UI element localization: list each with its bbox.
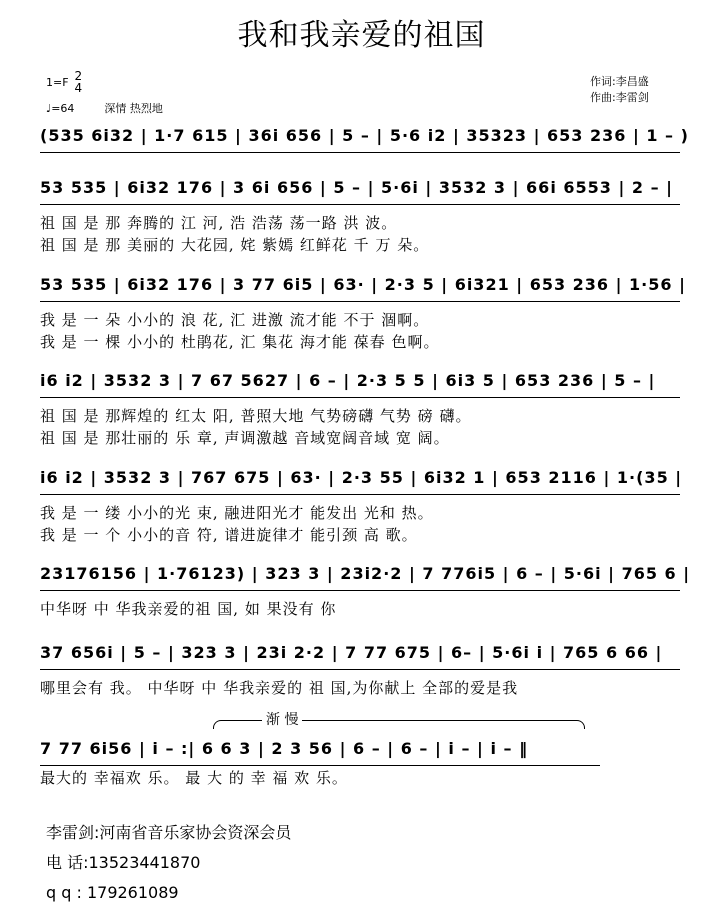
beam-line xyxy=(40,152,680,153)
lyric-verse-1: 哪里会有 我。 中华呀 中 华我亲爱的 祖 国,为你献上 全部的爱是我 xyxy=(40,679,519,697)
lyric-verse-1: 祖 国 是 那 奔腾的 江 河, 浩 浩荡 荡一路 洪 波。 xyxy=(40,214,398,232)
tempo-change-mark: 渐 慢 xyxy=(262,709,302,729)
tempo-mark: ♩=64 xyxy=(46,102,75,115)
phone-line: 电 话:13523441870 xyxy=(46,853,201,872)
beam-line xyxy=(40,204,680,205)
notation-line: i6 i2 | 3532 3 | 767 675 | 63· | 2·3 55 | 6i32 1 | 653 2116 | 1·(35 | xyxy=(40,468,683,487)
song-title: 我和我亲爱的祖国 xyxy=(237,18,486,53)
tempo-row xyxy=(46,100,163,116)
time-signature xyxy=(75,70,83,94)
expression-mark: 深情 热烈地 xyxy=(104,102,163,115)
lyric-verse-1: 祖 国 是 那辉煌的 红太 阳, 普照大地 气势磅礴 气势 磅 礴。 xyxy=(40,407,472,425)
lyric-verse-1: 中华呀 中 华我亲爱的祖 国, 如 果没有 你 xyxy=(40,600,337,618)
notation-line: 7 77 6i56 | i – :| 6 6 3 | 2 3 56 | 6 – | 6 – | i – | i – ‖ xyxy=(40,739,529,758)
lyric-verse-2: 祖 国 是 那 美丽的 大花园, 姹 紫嫣 红鲜花 千 万 朵。 xyxy=(40,236,430,254)
author-info xyxy=(46,818,291,908)
notation-line: (535 6i32 | 1·7 615 | 36i 656 | 5 – | 5·6 i2 | 35323 | 653 236 | 1 – ) xyxy=(40,126,689,145)
beam-line xyxy=(40,765,600,766)
notation-line: 53 535 | 6i32 176 | 3 6i 656 | 5 – | 5·6i | 3532 3 | 66i 6553 | 2 – | xyxy=(40,178,673,197)
lyric-verse-1: 我 是 一 朵 小小的 浪 花, 汇 进激 流才能 不于 涸啊。 xyxy=(40,311,430,329)
time-signature-top: 2 xyxy=(74,69,83,83)
beam-line xyxy=(40,301,680,302)
beam-line xyxy=(40,590,680,591)
notation-line: 37 656i | 5 – | 323 3 | 23i 2·2 | 7 77 675 | 6– | 5·6i i | 765 6 66 | xyxy=(40,643,663,662)
key-signature: 1=F xyxy=(46,75,69,89)
notation-line: i6 i2 | 3532 3 | 7 67 5627 | 6 – | 2·3 5 5 | 6i3 5 | 653 236 | 5 – | xyxy=(40,371,656,390)
credits xyxy=(590,74,649,106)
notation-line: 23176156 | 1·76123) | 323 3 | 23i2·2 | 7 776i5 | 6 – | 5·6i | 765 6 | xyxy=(40,564,690,583)
lyric-verse-2: 祖 国 是 那壮丽的 乐 章, 声调激越 音域宽阔音域 宽 阔。 xyxy=(40,429,450,447)
notation-line: 53 535 | 6i32 176 | 3 77 6i5 | 63· | 2·3 5 | 6i321 | 653 236 | 1·56 | xyxy=(40,275,686,294)
score-meta xyxy=(46,70,163,116)
lyric-verse-1: 最大的 幸福欢 乐。 最 大 的 幸 福 欢 乐。 xyxy=(40,769,348,787)
beam-line xyxy=(40,397,680,398)
composer-credit: 作曲:李雷剑 xyxy=(590,91,649,104)
qq-line: q q : 179261089 xyxy=(46,883,179,902)
lyricist-credit: 作词:李昌盛 xyxy=(590,75,649,88)
beam-line xyxy=(40,494,680,495)
lyric-verse-2: 我 是 一 棵 小小的 杜鹃花, 汇 集花 海才能 葆春 色啊。 xyxy=(40,333,440,351)
lyric-verse-1: 我 是 一 缕 小小的光 束, 融进阳光才 能发出 光和 热。 xyxy=(40,504,434,522)
beam-line xyxy=(40,669,680,670)
key-signature-row xyxy=(46,70,163,94)
author-line: 李雷剑:河南省音乐家协会资深会员 xyxy=(46,823,292,842)
lyric-verse-2: 我 是 一 个 小小的音 符, 谱进旋律才 能引颈 高 歌。 xyxy=(40,526,418,544)
time-signature-bottom: 4 xyxy=(74,81,83,95)
